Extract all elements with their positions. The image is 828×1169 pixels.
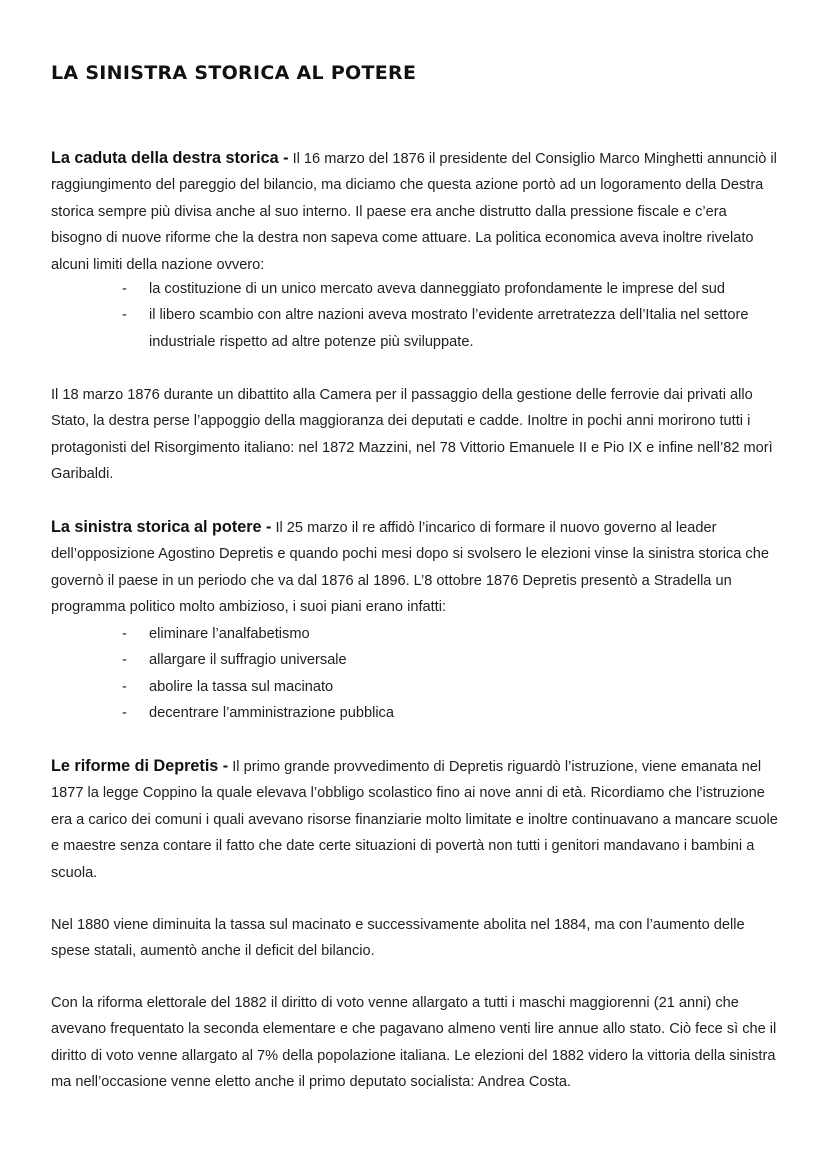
bullet-list-destra <box>122 276 772 355</box>
paragraph-text: Il 16 marzo del 1876 il presidente del Consiglio Marco Minghetti annunciò il raggiungimento del pareggio del bilancio, ma diciamo che questa azione portò ad un logoramento della Destra storica sempre più divisa anche al suo interno. Il paese era anche distrutto dalla pressione fiscale e c’era bisogno di nuove riforme che la destra non sapeva come attuare. La politica economica aveva inoltre rivelato alcuni limiti della nazione ovvero: <box>51 151 777 273</box>
list-item <box>122 621 772 647</box>
paragraph-destra-caduta <box>51 145 781 278</box>
paragraph-tassa-macinato: Nel 1880 viene diminuita la tassa sul macinato e successivamente abolita nel 1884, ma con l’aumento delle spese statali, aumentò anche il deficit del bilancio. <box>51 917 745 960</box>
section-heading-destra: La caduta della destra storica - <box>51 149 289 167</box>
paragraph-destra-18-marzo: Il 18 marzo 1876 durante un dibattito alla Camera per il passaggio della gestione delle ferrovie dai privati allo Stato, la destra perse l’appoggio della maggioranza dei deputati e cadde. Inoltre in pochi anni morirono tutti i protagonisti del Risorgimento italiano: nel 1872 Mazzini, nel 78 Vittorio Emanuele II e Pio IX e infine nell’82 morì Garibaldi. <box>51 387 773 483</box>
paragraph-riforme-depretis <box>51 753 781 886</box>
document-title: LA SINISTRA STORICA AL POTERE <box>51 62 417 84</box>
section-heading-sinistra: La sinistra storica al potere - <box>51 518 272 536</box>
paragraph-text: Il 25 marzo il re affidò l’incarico di formare il nuovo governo al leader dell’opposizione Agostino Depretis e quando pochi mesi dopo si svolsero le elezioni vinse la sinistra storica che governò il paese in un periodo che va dal 1876 al 1896. L’8 ottobre 1876 Depretis presentò a Stradella un programma politico molto ambizioso, i suoi piani erano infatti: <box>51 520 769 616</box>
bullet-marker: - <box>122 678 127 695</box>
list-item <box>122 674 772 700</box>
bullet-marker: - <box>122 307 127 324</box>
bullet-marker: - <box>122 626 127 642</box>
list-item-text: eliminare l’analfabetismo <box>149 626 310 642</box>
list-item <box>122 276 772 302</box>
list-item-text: decentrare l’amministrazione pubblica <box>149 705 394 722</box>
paragraph-riforma-elettorale: Con la riforma elettorale del 1882 il diritto di voto venne allargato a tutti i maschi maggiorenni (21 anni) che avevano frequentato la seconda elementare e che pagavano almeno venti lire annue allo stato. Ciò fece sì che il diritto di voto venne allargato al 7% della popolazione italiana. Le elezioni del 1882 videro la vittoria della sinistra ma nell’occasione venne eletto anche il primo deputato socialista: Andrea Costa. <box>51 995 777 1091</box>
list-item <box>122 647 772 673</box>
paragraph-sinistra-potere <box>51 514 781 621</box>
list-item-text: abolire la tassa sul macinato <box>149 678 334 695</box>
section-heading-riforme: Le riforme di Depretis - <box>51 757 229 775</box>
bullet-marker: - <box>122 281 127 297</box>
bullet-marker: - <box>122 705 127 722</box>
list-item <box>122 700 772 726</box>
paragraph-text: Il primo grande provvedimento di Depretis riguardò l’istruzione, viene emanata nel 1877 la legge Coppino la quale elevava l’obbligo scolastico fino ai nove anni di età. Ricordiamo che l’istruzione era a carico dei comuni i quali avevano risorse finanziarie molto limitate e inoltre continuavano a mancare scuole e maestre senza contare il fatto che date certe situazioni di povertà non tutti i genitori mandavano i bambini a scuola. <box>51 759 778 881</box>
list-item-text: il libero scambio con altre nazioni aveva mostrato l’evidente arretratezza dell’Italia nel settore industriale rispetto ad altre potenze più sviluppate. <box>149 307 749 350</box>
bullet-list-sinistra <box>122 621 772 727</box>
list-item <box>122 302 772 355</box>
list-item-text: la costituzione di un unico mercato aveva danneggiato profondamente le imprese del sud <box>149 281 726 297</box>
list-item-text: allargare il suffragio universale <box>149 652 347 669</box>
bullet-marker: - <box>122 652 127 669</box>
